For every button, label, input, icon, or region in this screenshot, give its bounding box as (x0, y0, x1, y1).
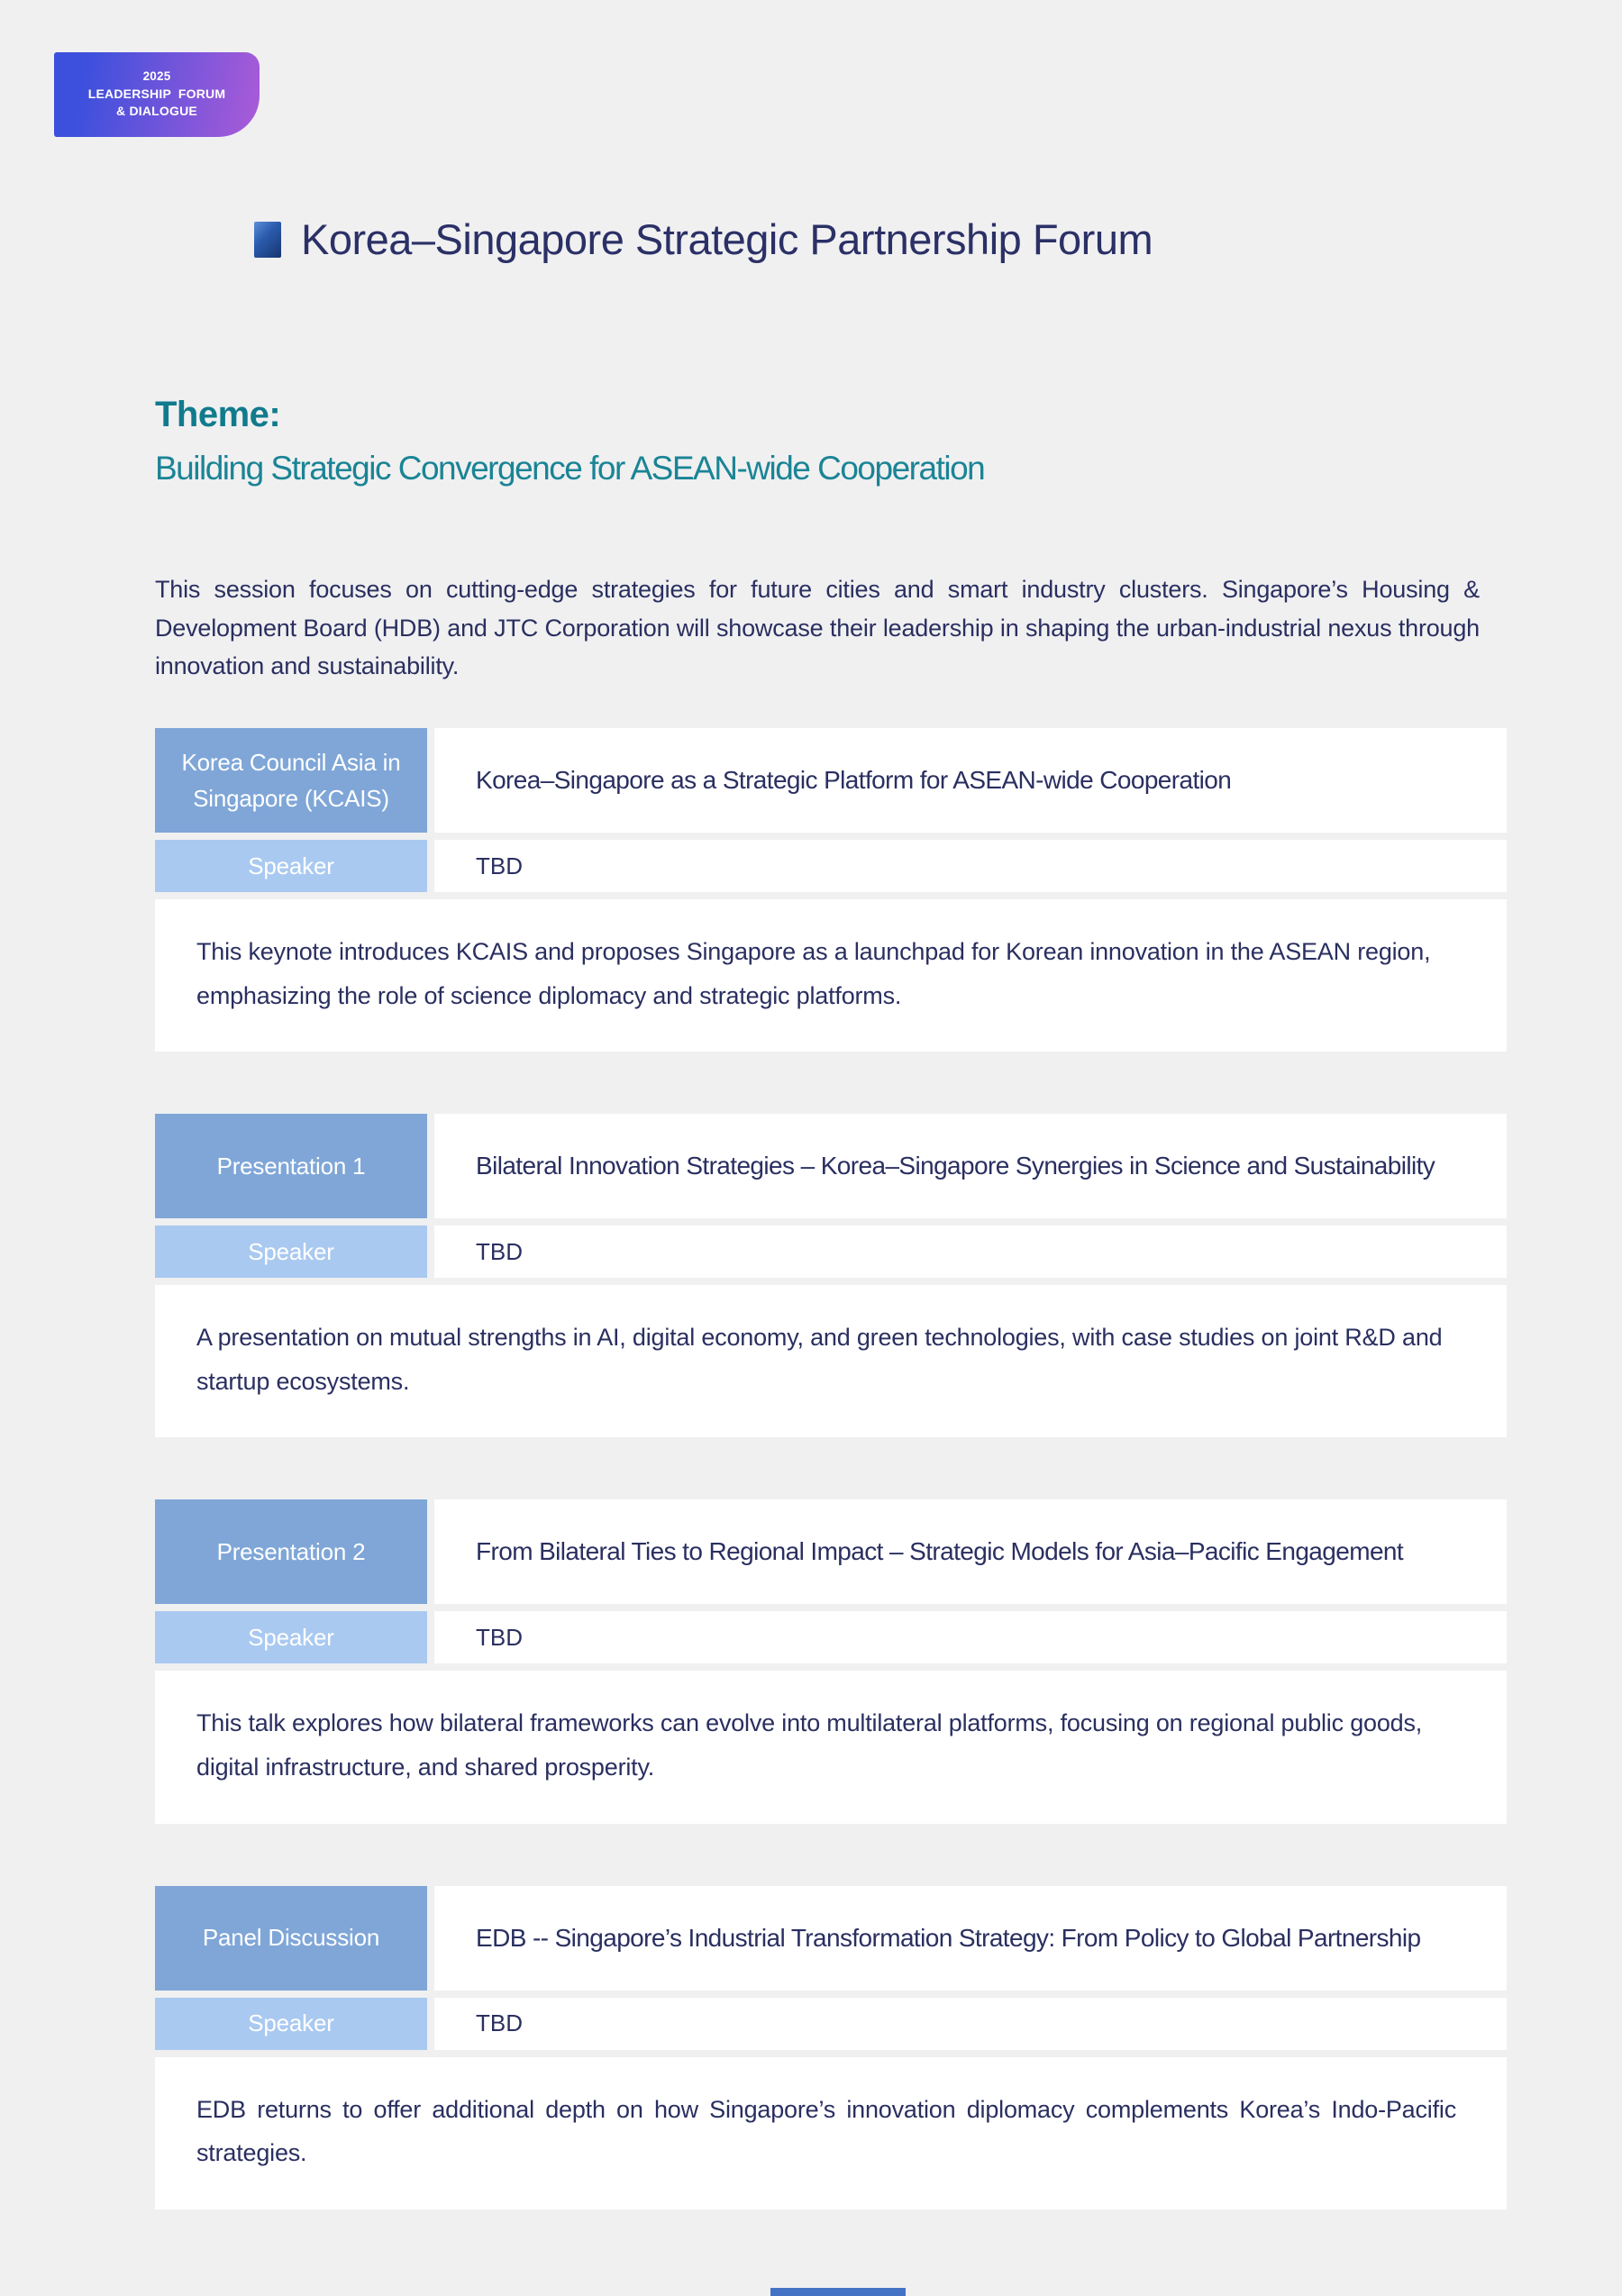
session-title: From Bilateral Ties to Regional Impact – Strategic Models for Asia–Pacific Engagement (434, 1499, 1507, 1604)
session-title: Korea–Singapore as a Strategic Platform for ASEAN-wide Cooperation (434, 728, 1507, 833)
session-block-presentation-2 (155, 1499, 1507, 1823)
session-block-presentation-1 (155, 1114, 1507, 1437)
session-title: EDB -- Singapore’s Industrial Transformation Strategy: From Policy to Global Partnership (434, 1886, 1507, 1991)
session-label: Panel Discussion (155, 1886, 427, 1991)
speaker-row (155, 840, 1507, 892)
page-title: Korea–Singapore Strategic Partnership Forum (301, 215, 1153, 263)
session-description: This keynote introduces KCAIS and proposes Singapore as a launchpad for Korean innovation in the ASEAN region, emphasizing the role of science diplomacy and strategic platforms. (155, 899, 1507, 1052)
speaker-row (155, 1998, 1507, 2050)
speaker-value: TBD (434, 840, 1507, 892)
speaker-row (155, 1225, 1507, 1278)
speaker-label: Speaker (155, 1225, 427, 1278)
badge-title-line2: & DIALOGUE (116, 104, 197, 119)
page-title-row (254, 214, 1153, 264)
session-block-kcais (155, 728, 1507, 1052)
speaker-label: Speaker (155, 1611, 427, 1663)
theme-subtitle: Building Strategic Convergence for ASEAN-wide Cooperation (155, 450, 985, 487)
session-label: Presentation 2 (155, 1499, 427, 1604)
session-title: Bilateral Innovation Strategies – Korea–Singapore Synergies in Science and Sustainability (434, 1114, 1507, 1218)
intro-paragraph: This session focuses on cutting-edge strategies for future cities and smart industry clusters. Singapore’s Housing & Development Board (HDB) and JTC Corporation will showcase their leadership in shaping the urban-industrial nexus through innovation and sustainability. (155, 576, 1480, 680)
theme-label: Theme: (155, 395, 281, 434)
session-block-panel-discussion (155, 1886, 1507, 2209)
session-description: This talk explores how bilateral frameworks can evolve into multilateral platforms, focusing on regional public goods, digital infrastructure, and shared prosperity. (155, 1671, 1507, 1823)
badge-year: 2025 (142, 69, 171, 84)
speaker-value: TBD (434, 1998, 1507, 2050)
session-label: Korea Council Asia in Singapore (KCAIS) (155, 728, 427, 833)
title-bullet-icon (254, 222, 281, 258)
session-header-row (155, 728, 1507, 833)
speaker-label: Speaker (155, 1998, 427, 2050)
session-header-row (155, 1114, 1507, 1218)
session-header-row (155, 1499, 1507, 1604)
speaker-label: Speaker (155, 840, 427, 892)
speaker-value: TBD (434, 1225, 1507, 1278)
event-badge (54, 52, 260, 137)
session-description: A presentation on mutual strengths in AI, digital economy, and green technologies, with case studies on joint R&D and startup ecosystems. (155, 1285, 1507, 1437)
speaker-value: TBD (434, 1611, 1507, 1663)
next-table-edge-bar (770, 2288, 906, 2296)
badge-title-line1: LEADERSHIP FORUM (87, 87, 226, 101)
speaker-row (155, 1611, 1507, 1663)
session-description: EDB returns to offer additional depth on how Singapore’s innovation diplomacy complements Korea’s Indo-Pacific strategies. (155, 2057, 1507, 2209)
theme-section (155, 395, 1480, 487)
session-list (155, 728, 1507, 2272)
session-label: Presentation 1 (155, 1114, 427, 1218)
session-header-row (155, 1886, 1507, 1991)
